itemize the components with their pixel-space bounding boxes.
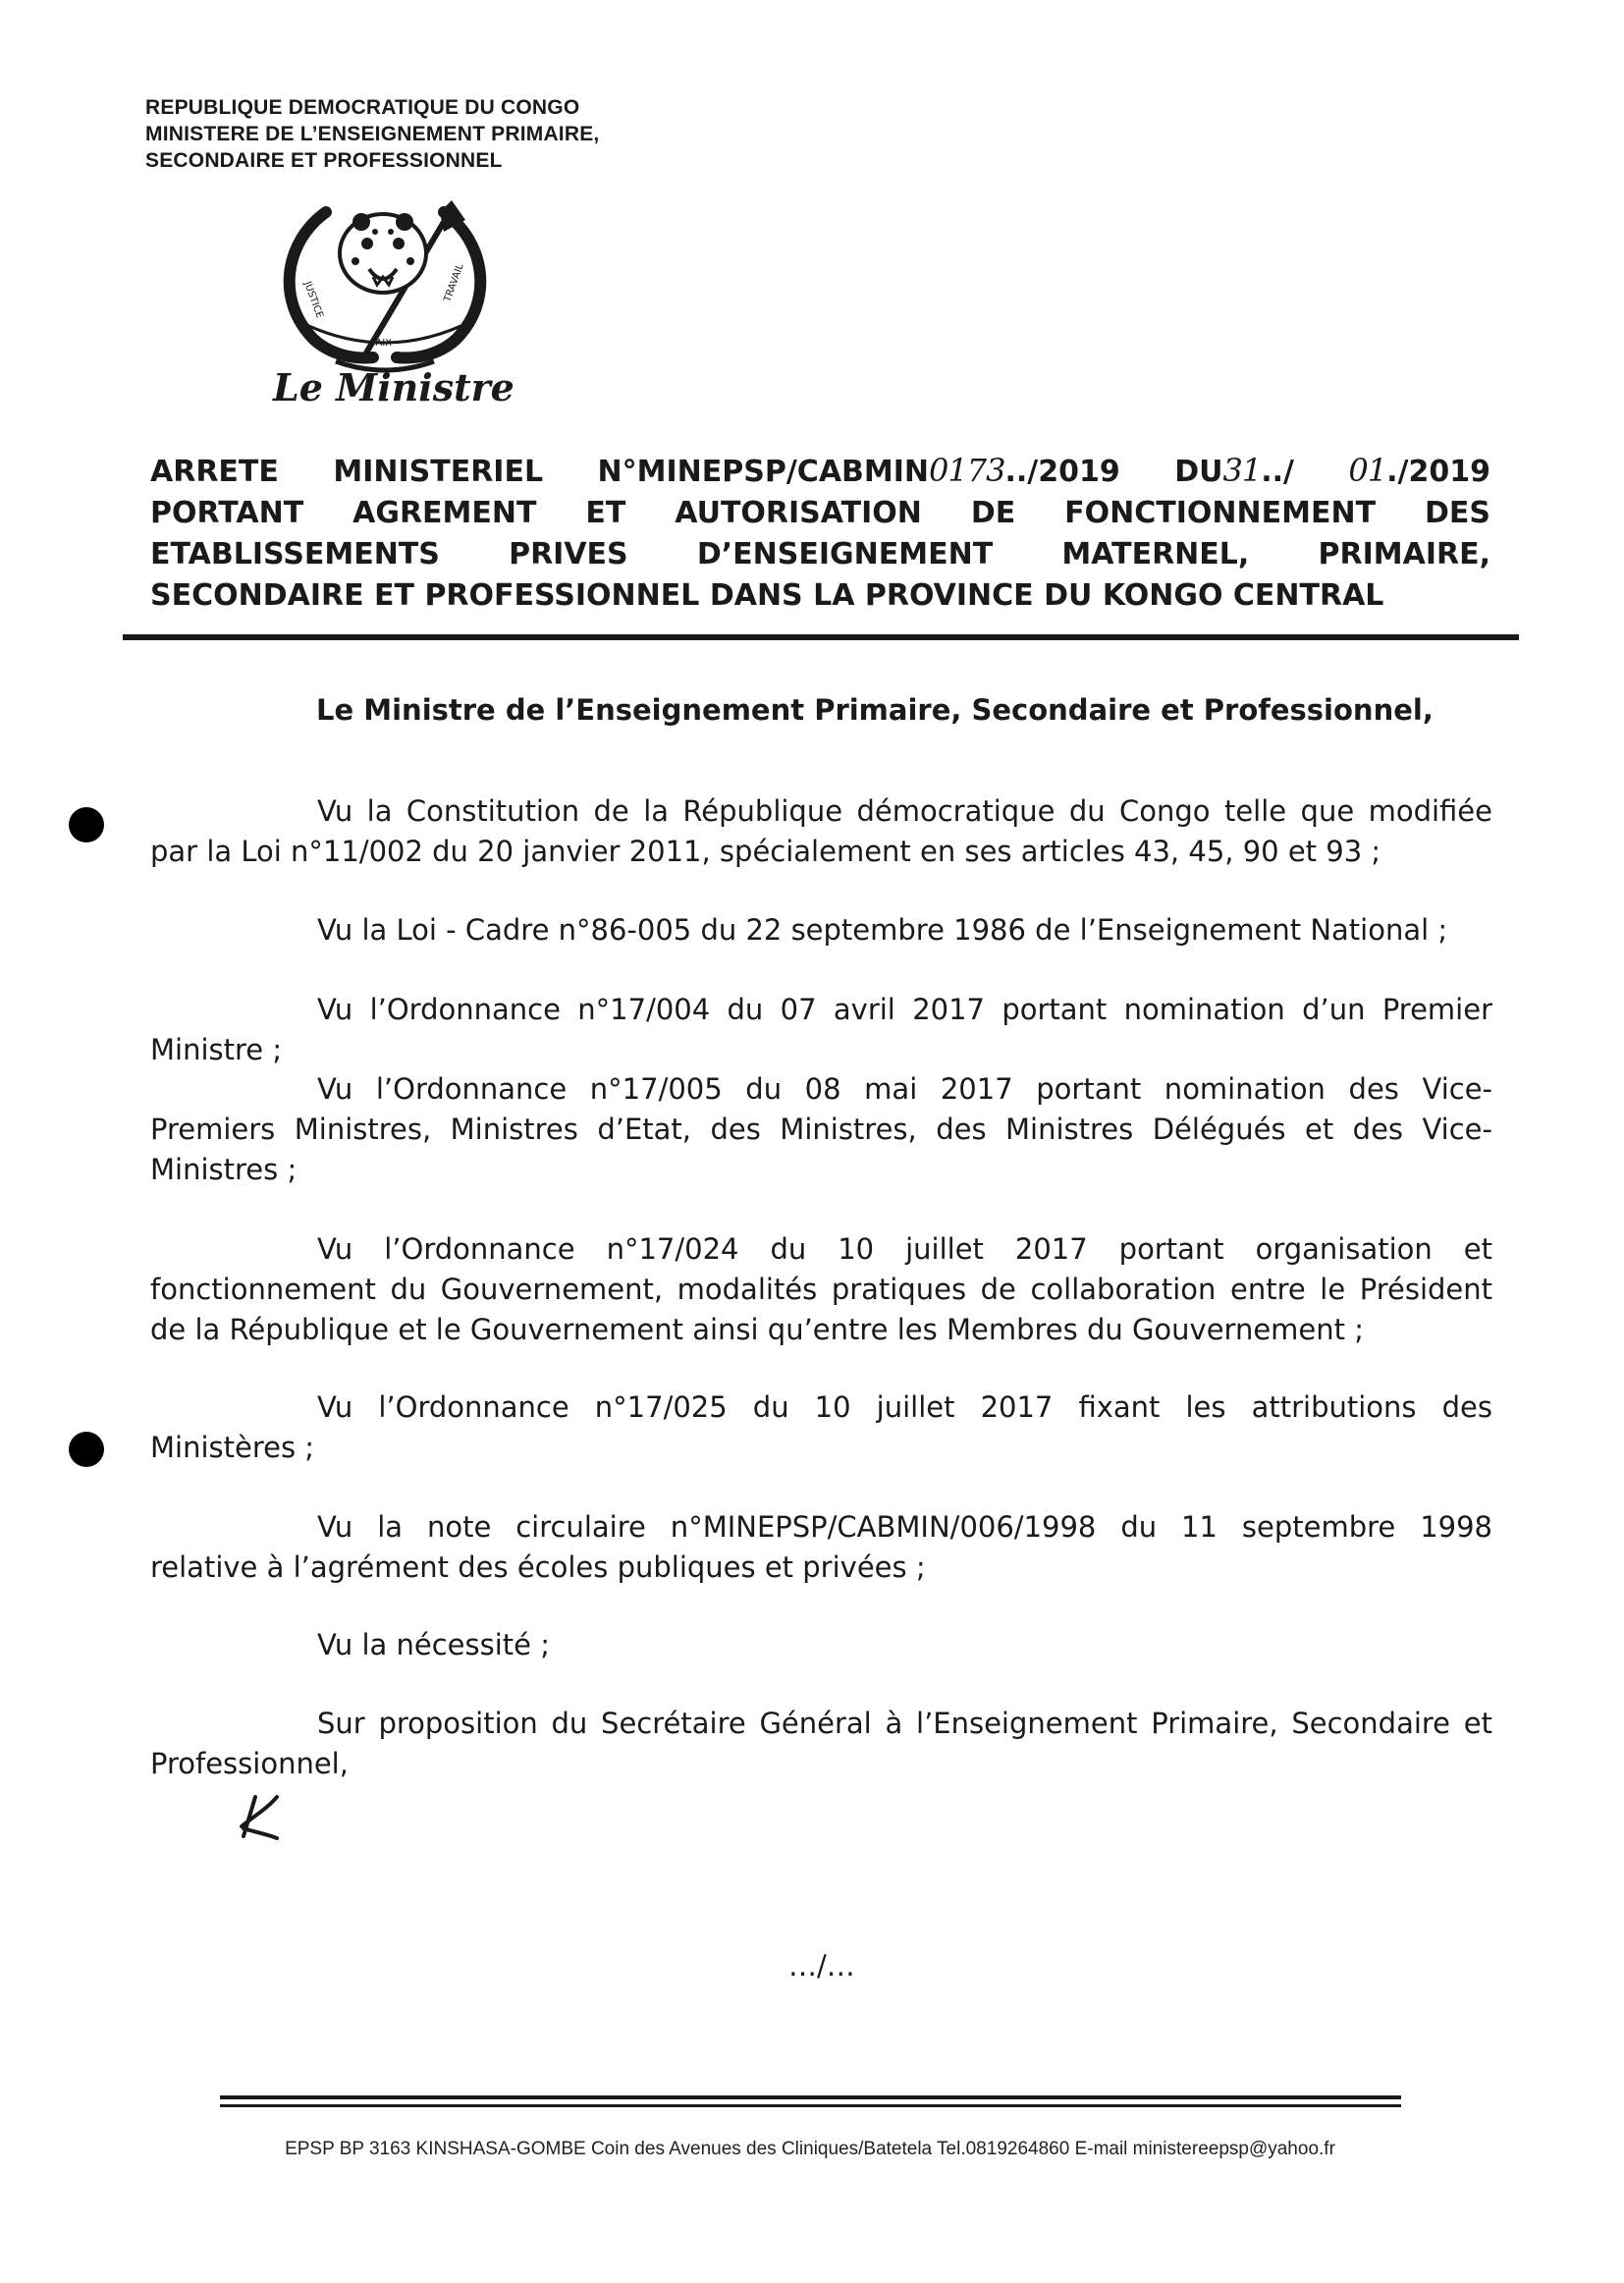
recital-line: Premiers Ministres, Ministres d’Etat, des Ministres, des Ministres Délégués et des Vice- [150,1113,1492,1146]
recital-line: relative à l’agrément des écoles publiques et privées ; [150,1550,926,1584]
decree-title [150,450,1490,617]
handwritten-initials-mark [234,1787,283,1846]
footer-divider-top [220,2095,1401,2099]
recital-line: Vu l’Ordonnance n°17/004 du 07 avril 2017 portant nomination d’un Premier [317,993,1492,1026]
recital-line: Vu la note circulaire n°MINEPSP/CABMIN/006/1998 du 11 septembre 1998 [317,1510,1492,1544]
emblem-center-motto: PAIX [370,338,393,349]
recital-paragraph [150,1229,1492,1350]
issuing-authority: Le Ministre de l’Enseignement Primaire, Secondaire et Professionnel, [316,693,1434,727]
recital-line: Vu l’Ordonnance n°17/025 du 10 juillet 2017 fixant les attributions des [317,1390,1492,1424]
handwritten-month: 01 [1348,452,1387,489]
title-divider [123,634,1519,640]
recital-paragraph [150,1387,1492,1468]
emblem-right-motto: TRAVAIL [442,262,466,304]
recital-paragraph [150,1625,1492,1665]
decree-title-line-3: ETABLISSEMENTS PRIVES D’ENSEIGNEMENT MATERNEL, PRIMAIRE, [150,537,1490,571]
recital-line: Vu l’Ordonnance n°17/024 du 10 juillet 2017 portant organisation et [317,1232,1492,1266]
letterhead [145,94,695,174]
punch-hole-mark [69,807,104,843]
coat-of-arms-emblem [257,192,513,375]
page-continuation-mark: …/… [788,1949,855,1983]
footer-divider-bottom [220,2104,1401,2107]
decree-ref-prefix: ARRETE MINISTERIEL N°MINEPSP/CABMIN [150,455,930,489]
letterhead-line-1: REPUBLIQUE DEMOCRATIQUE DU CONGO [145,96,580,119]
recital-paragraph [150,1507,1492,1588]
emblem-left-motto: JUSTICE [301,280,325,320]
recital-line: Ministres ; [150,1153,298,1186]
recital-line: Sur proposition du Secrétaire Général à l’Enseignement Primaire, Secondaire et [317,1707,1492,1740]
recital-line: Professionnel, [150,1747,349,1780]
recital-line: par la Loi n°11/002 du 20 janvier 2011, spécialement en ses articles 43, 45, 90 et 93 ; [150,835,1381,868]
recital-line: fonctionnement du Gouvernement, modalités pratiques de collaboration entre le Président [150,1273,1492,1306]
decree-title-line-1 [150,450,1490,493]
minister-title: Le Ministre [273,365,514,409]
recital-paragraph [150,1069,1492,1190]
recital-line: Vu l’Ordonnance n°17/005 du 08 mai 2017 portant nomination des Vice- [317,1072,1492,1106]
decree-ref-year: ../2019 [1004,455,1120,489]
decree-title-line-2: PORTANT AGREMENT ET AUTORISATION DE FONCTIONNEMENT DES [150,496,1490,530]
letterhead-line-3: SECONDAIRE ET PROFESSIONNEL [145,149,503,172]
recital-line: Vu la Constitution de la République démocratique du Congo telle que modifiée [317,794,1492,828]
recital-paragraph [150,910,1492,951]
recital-line: Ministères ; [150,1431,315,1464]
recital-line: Ministre ; [150,1033,283,1066]
letterhead-line-2: MINISTERE DE L’ENSEIGNEMENT PRIMAIRE, [145,123,600,145]
punch-hole-mark [69,1432,104,1467]
decree-date-year: ./2019 [1386,455,1490,489]
decree-title-line-4: SECONDAIRE ET PROFESSIONNEL DANS LA PROVINCE DU KONGO CENTRAL [150,578,1384,613]
decree-date-label: DU [1174,455,1223,489]
recital-line: de la République et le Gouvernement ainsi qu’entre les Membres du Gouvernement ; [150,1313,1365,1346]
decree-date-separator: ../ [1261,455,1349,489]
recital-line: Vu la nécessité ; [317,1628,550,1661]
recital-paragraph [150,791,1492,872]
handwritten-day: 31 [1222,452,1262,489]
recital-paragraph [150,990,1492,1070]
recital-paragraph [150,1704,1492,1784]
handwritten-decree-number: 0173 [929,452,1005,489]
recital-line: Vu la Loi - Cadre n°86-005 du 22 septembre 1986 de l’Enseignement National ; [317,913,1448,947]
footer-contact: EPSP BP 3163 KINSHASA-GOMBE Coin des Avenues des Cliniques/Batetela Tel.0819264860 E-mail ministereepsp@yahoo.fr [285,2139,1335,2159]
